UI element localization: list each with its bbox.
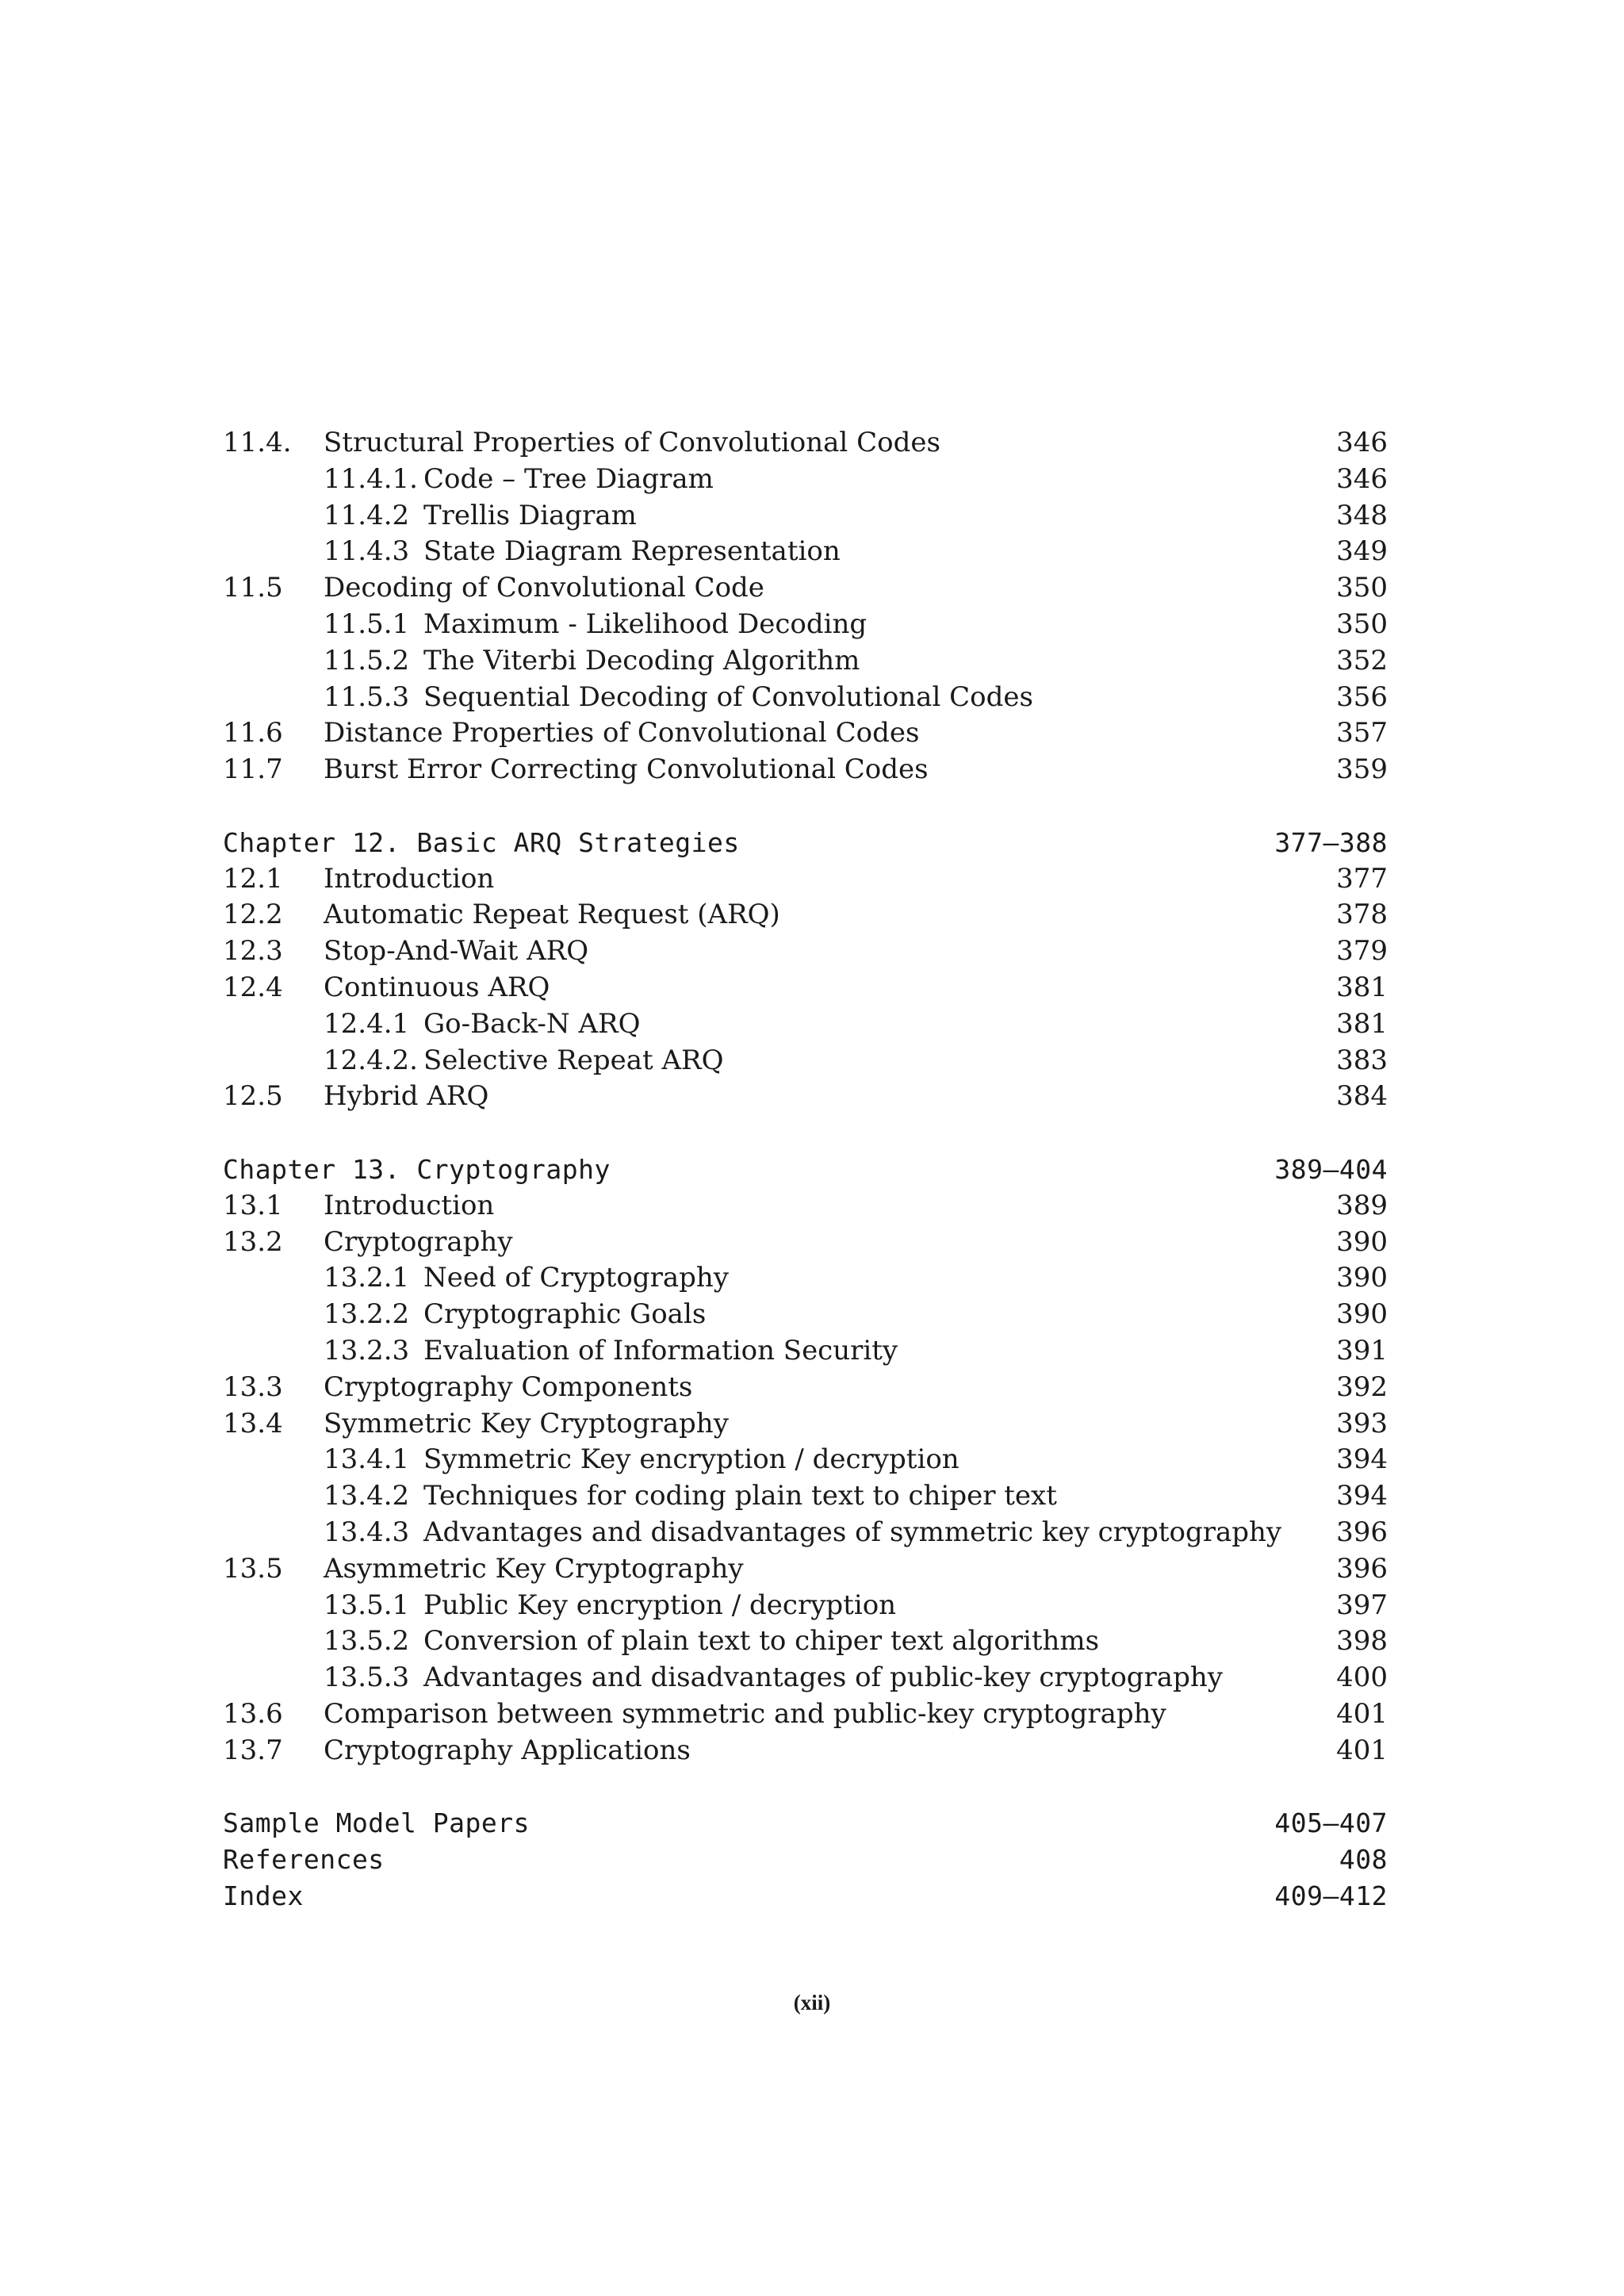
section-number: 13.4.3 [324,1516,410,1548]
section-number: 13.5 [223,1552,283,1585]
section-number: 11.4. [223,427,292,458]
page-range: 405–407 [1274,1807,1388,1839]
section-number: 11.5.3 [324,680,410,713]
toc-section-entry [223,425,1388,462]
section-number: 13.4 [223,1407,283,1439]
page-number-ref: 359 [1336,753,1388,786]
page-number-ref: 398 [1336,1625,1388,1658]
section-title: Introduction [324,862,495,895]
toc-subsection-entry [223,1297,1388,1333]
page-number-ref: 379 [1336,935,1388,968]
section-number: 13.2.2 [324,1298,410,1331]
page-number-ref: 394 [1336,1443,1388,1476]
toc-section-entry [223,1225,1388,1261]
toc-section-entry [223,1733,1388,1769]
page-number-ref: 396 [1336,1516,1388,1548]
section-title: Go-Back-N ARQ [423,1007,641,1040]
section-title: Maximum - Likelihood Decoding [423,608,868,640]
page-number-ref: 391 [1336,1334,1388,1366]
toc-subsection-entry [223,607,1388,643]
page-number-ref: 352 [1336,644,1388,677]
toc-section-entry [223,1406,1388,1443]
page-number-ref: 390 [1336,1225,1388,1258]
section-number: 12.3 [223,935,283,968]
section-title: Trellis Diagram [423,499,637,531]
section-title: Asymmetric Key Cryptography [324,1552,744,1585]
section-number: 13.2.3 [324,1334,410,1366]
section-number: 12.5 [223,1080,283,1113]
page-number-ref: 348 [1336,499,1388,531]
heading-title: Sample Model Papers [223,1807,530,1839]
section-title: Cryptographic Goals [423,1298,707,1331]
page-number-ref: 390 [1336,1298,1388,1331]
backmatter-entry [223,1842,1388,1878]
section-number: 13.1 [223,1189,283,1221]
section-number: 13.5.3 [324,1662,410,1694]
section-number: 11.5.1 [324,608,410,640]
section-title: Burst Error Correcting Convolutional Codes [324,753,929,786]
section-number: 13.2 [223,1225,283,1258]
heading-title: Index [223,1880,304,1911]
section-title: Symmetric Key encryption / decryption [423,1443,959,1476]
page-number-ref: 378 [1336,899,1388,931]
page-number-ref: 381 [1336,1007,1388,1040]
section-spacer [223,788,1388,825]
section-title: Code – Tree Diagram [423,462,714,495]
page-range: 389–404 [1274,1153,1388,1185]
page-number-ref: 381 [1336,971,1388,1003]
toc-subsection-entry [223,643,1388,680]
page-number-ref: 357 [1336,717,1388,749]
section-number: 13.4.2 [324,1480,410,1512]
section-number: 12.1 [223,862,283,895]
page-number-ref: 393 [1336,1407,1388,1439]
toc-subsection-entry [223,1623,1388,1660]
toc-subsection-entry [223,1043,1388,1079]
toc-section-entry [223,933,1388,970]
page-number-ref: 384 [1336,1080,1388,1113]
toc-section-entry [223,1696,1388,1733]
page-range: 408 [1339,1844,1388,1876]
section-title: Public Key encryption / decryption [423,1589,897,1621]
section-number: 13.5.1 [324,1589,410,1621]
backmatter-entry [223,1805,1388,1842]
toc-section-entry [223,570,1388,607]
section-title: Continuous ARQ [324,971,550,1003]
section-title: Automatic Repeat Request (ARQ) [324,899,780,931]
page-range: 377–388 [1274,826,1388,858]
section-title: Need of Cryptography [423,1262,729,1294]
toc-subsection-entry [223,1515,1388,1551]
toc-section-entry [223,1370,1388,1406]
section-number: 11.4.2 [324,499,410,531]
section-title: State Diagram Representation [423,535,841,568]
toc-section-entry [223,861,1388,898]
section-number: 12.4.1 [324,1007,410,1040]
section-number: 11.5.2 [324,644,410,677]
page-number: (xii) [793,1991,831,2014]
section-title: Comparison between symmetric and public-key cryptography [324,1697,1166,1730]
toc-subsection-entry [223,498,1388,535]
section-number: 13.6 [223,1697,283,1730]
page-number-ref: 392 [1336,1370,1388,1403]
section-number: 13.4.1 [324,1443,410,1476]
page-number-ref: 349 [1336,535,1388,568]
section-title: Selective Repeat ARQ [423,1044,724,1076]
toc-section-entry [223,897,1388,933]
section-title: Cryptography [324,1225,513,1258]
page-number-ref: 389 [1336,1189,1388,1221]
section-number: 11.7 [223,753,283,786]
toc-section-entry [223,1551,1388,1588]
section-spacer [223,1115,1388,1152]
page-number-ref: 401 [1336,1697,1388,1730]
page-number-ref: 397 [1336,1589,1388,1621]
toc-section-entry [223,1188,1388,1225]
section-number: 11.5 [223,572,283,604]
section-title: Cryptography Components [324,1370,693,1403]
section-spacer [223,1769,1388,1805]
section-title: Sequential Decoding of Convolutional Codes [423,680,1033,713]
section-title: The Viterbi Decoding Algorithm [423,644,860,677]
section-title: Evaluation of Information Security [423,1334,898,1366]
toc-subsection-entry [223,1442,1388,1478]
section-title: Cryptography Applications [324,1734,691,1766]
section-number: 12.2 [223,899,283,931]
toc-section-entry [223,1079,1388,1115]
toc-subsection-entry [223,1006,1388,1043]
section-number: 13.2.1 [324,1262,410,1294]
page-number-ref: 383 [1336,1044,1388,1076]
page-number-ref: 346 [1336,427,1388,458]
section-number: 12.4 [223,971,283,1003]
heading-title: References [223,1844,385,1876]
section-title: Introduction [324,1189,495,1221]
section-title: Distance Properties of Convolutional Codes [324,717,920,749]
section-number: 13.3 [223,1370,283,1403]
page-number-ref: 396 [1336,1552,1388,1585]
chapter-heading [223,825,1388,861]
section-number: 12.4.2. [324,1044,418,1076]
toc-subsection-entry [223,680,1388,716]
toc-subsection-entry [223,462,1388,498]
page-range: 409–412 [1274,1880,1388,1911]
toc-subsection-entry [223,1478,1388,1515]
toc-subsection-entry [223,534,1388,570]
page-number-ref: 350 [1336,608,1388,640]
heading-title: Chapter 12. Basic ARQ Strategies [223,826,740,858]
section-number: 11.6 [223,717,283,749]
chapter-heading [223,1152,1388,1188]
section-title: Techniques for coding plain text to chiper text [423,1480,1057,1512]
section-number: 13.5.2 [324,1625,410,1658]
section-title: Stop-And-Wait ARQ [324,935,589,968]
section-title: Symmetric Key Cryptography [324,1407,729,1439]
section-title: Structural Properties of Convolutional Codes [324,427,940,458]
toc-section-entry [223,715,1388,752]
toc-subsection-entry [223,1260,1388,1297]
heading-title: Chapter 13. Cryptography [223,1153,611,1185]
toc-subsection-entry [223,1660,1388,1696]
toc-subsection-entry [223,1588,1388,1624]
toc-subsection-entry [223,1333,1388,1370]
page-number-ref: 377 [1336,862,1388,895]
section-number: 11.4.3 [324,535,410,568]
section-title: Advantages and disadvantages of public-key cryptography [423,1662,1223,1694]
section-number: 11.4.1. [324,462,418,495]
toc-section-entry [223,752,1388,788]
section-title: Decoding of Convolutional Code [324,572,764,604]
page-number-ref: 400 [1336,1662,1388,1694]
backmatter-entry [223,1878,1388,1915]
page-number-ref: 346 [1336,462,1388,495]
section-title: Advantages and disadvantages of symmetric key cryptography [423,1516,1282,1548]
section-number: 13.7 [223,1734,283,1766]
page-number-ref: 356 [1336,680,1388,713]
table-of-contents [223,425,1388,1915]
toc-section-entry [223,970,1388,1006]
section-title: Hybrid ARQ [324,1080,489,1113]
page-number-ref: 390 [1336,1262,1388,1294]
page-number-ref: 350 [1336,572,1388,604]
page-number-ref: 401 [1336,1734,1388,1766]
page-number-ref: 394 [1336,1480,1388,1512]
section-title: Conversion of plain text to chiper text algorithms [423,1625,1100,1658]
